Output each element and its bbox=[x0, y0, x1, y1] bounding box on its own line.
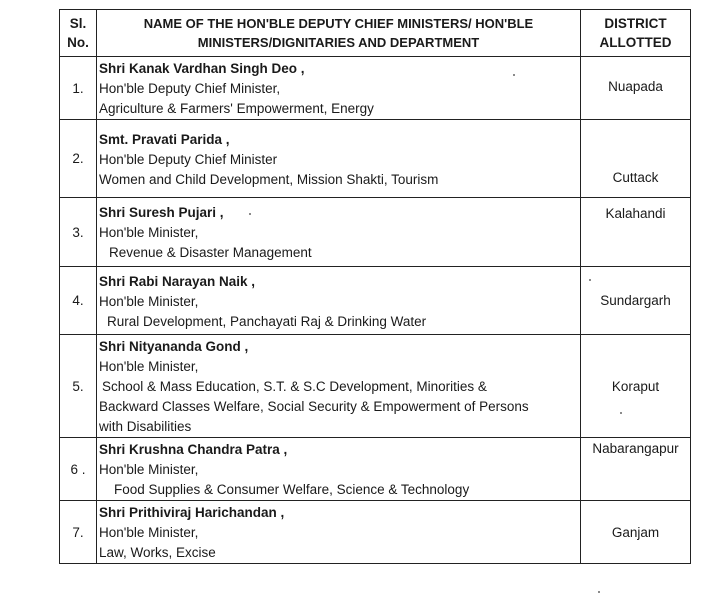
minister-name: Shri Krushna Chandra Patra , bbox=[99, 442, 288, 457]
district-allotted: Nuapada bbox=[581, 57, 691, 120]
minister-name: Shri Nityananda Gond , bbox=[99, 339, 249, 354]
table-row bbox=[60, 267, 691, 335]
row-details bbox=[97, 57, 581, 120]
row-serial: 6 . bbox=[60, 438, 97, 501]
district-column-header bbox=[581, 10, 691, 57]
district-allotted: Cuttack bbox=[581, 120, 691, 198]
sl-no-header bbox=[60, 10, 97, 57]
minister-designation: Hon'ble Minister, bbox=[99, 359, 199, 374]
district-allotted: Ganjam bbox=[581, 501, 691, 564]
table-row bbox=[60, 57, 691, 120]
district-allotted: Nabarangapur bbox=[581, 438, 691, 501]
sl-header-line1: Sl. bbox=[69, 16, 87, 31]
scan-speck bbox=[620, 412, 622, 414]
minister-designation: Hon'ble Minister, bbox=[99, 294, 199, 309]
minister-department-line: School & Mass Education, S.T. & S.C Development, Minorities & bbox=[102, 379, 487, 394]
minister-department: Revenue & Disaster Management bbox=[109, 245, 312, 260]
minister-designation: Hon'ble Deputy Chief Minister, bbox=[99, 81, 281, 96]
row-serial: 5. bbox=[60, 335, 97, 438]
table-row bbox=[60, 120, 691, 198]
scan-speck bbox=[589, 279, 591, 281]
row-serial: 3. bbox=[60, 198, 97, 267]
minister-designation: Hon'ble Deputy Chief Minister bbox=[99, 152, 278, 167]
minister-designation: Hon'ble Minister, bbox=[99, 525, 199, 540]
minister-name: Shri Kanak Vardhan Singh Deo , bbox=[99, 61, 305, 76]
row-serial: 4. bbox=[60, 267, 97, 335]
table-row bbox=[60, 438, 691, 501]
district-allotted: Koraput bbox=[581, 335, 691, 438]
row-serial: 7. bbox=[60, 501, 97, 564]
row-serial: 1. bbox=[60, 57, 97, 120]
row-details bbox=[97, 120, 581, 198]
minister-designation: Hon'ble Minister, bbox=[99, 462, 199, 477]
table-row bbox=[60, 335, 691, 438]
minister-department-line: with Disabilities bbox=[99, 419, 192, 434]
sl-header-line2: No. bbox=[67, 35, 89, 50]
minister-designation: Hon'ble Minister, bbox=[99, 225, 199, 240]
table-header-row bbox=[60, 10, 691, 57]
minister-department: Women and Child Development, Mission Shakti, Tourism bbox=[99, 172, 439, 187]
minister-department: Law, Works, Excise bbox=[99, 545, 216, 560]
row-details bbox=[97, 501, 581, 564]
row-details bbox=[97, 438, 581, 501]
minister-department: Rural Development, Panchayati Raj & Drinking Water bbox=[107, 314, 427, 329]
name-column-header: NAME OF THE HON'BLE DEPUTY CHIEF MINISTERS/ HON'BLE MINISTERS/DIGNITARIES AND DEPARTMENT bbox=[97, 10, 581, 57]
minister-name: Shri Suresh Pujari , bbox=[99, 205, 224, 220]
district-header-line2: ALLOTTED bbox=[599, 35, 672, 50]
scan-speck bbox=[249, 213, 251, 215]
row-details bbox=[97, 335, 581, 438]
district-allotted: Sundargarh bbox=[581, 267, 691, 335]
row-serial: 2. bbox=[60, 120, 97, 198]
minister-department: Agriculture & Farmers' Empowerment, Energy bbox=[99, 101, 374, 116]
row-details bbox=[97, 198, 581, 267]
scan-speck bbox=[598, 591, 600, 593]
minister-department-line: Backward Classes Welfare, Social Security & Empowerment of Persons bbox=[99, 399, 529, 414]
minister-name: Shri Prithiviraj Harichandan , bbox=[99, 505, 285, 520]
minister-department: Food Supplies & Consumer Welfare, Science & Technology bbox=[114, 482, 470, 497]
row-details bbox=[97, 267, 581, 335]
minister-name: Smt. Pravati Parida , bbox=[99, 132, 230, 147]
district-header-line1: DISTRICT bbox=[604, 16, 667, 31]
minister-name: Shri Rabi Narayan Naik , bbox=[99, 274, 256, 289]
ministers-district-table bbox=[59, 9, 691, 564]
district-allotted: Kalahandi bbox=[581, 198, 691, 267]
scan-speck bbox=[513, 74, 515, 76]
table-row bbox=[60, 198, 691, 267]
table-row bbox=[60, 501, 691, 564]
